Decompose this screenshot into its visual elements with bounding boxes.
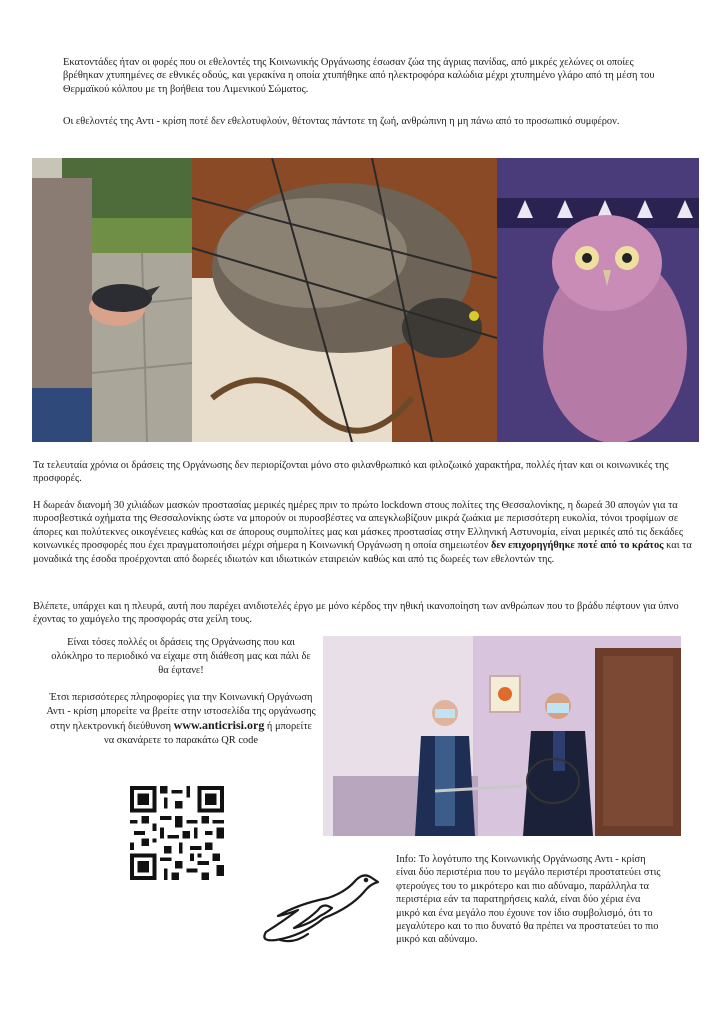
qr-code	[130, 786, 224, 880]
bold-statement: δεν επιχορηγήθηκε ποτέ από το κράτος	[491, 540, 664, 552]
photo-strip	[32, 158, 699, 442]
intro-paragraph-2: Οι εθελοντές της Αντι - κρίση ποτέ δεν εθελοτυφλούν, θέτοντας πάντοτε τη ζωή, ανθρώπινη η μη πάνω από το προσωπικό συμφέρον.	[63, 116, 620, 127]
sidebar-info	[46, 636, 316, 748]
owl-photo	[497, 158, 699, 442]
info-paragraph: Info: Το λογότυπο της Κοινωνικής Οργάνωσης Αντι - κρίση είναι δύο περιστέρια που το μεγάλο περιστέρι προστατεύει στις φτερούγες του το μικρότερο και πιο αδύναμο, παράλληλα τα περιστέρια εάν τα παρατηρήσεις καλά, είναι δύο χέρια ένα μικρό και ένα μεγάλο που έχουνε τον ίδιο συμβολισμό, ότι το μεγαλύτερο και το πιο δυνατό θα πρέπει να προστατεύει το πιο μικρό και αδύναμο.	[396, 854, 661, 946]
body-paragraph-1: Τα τελευταία χρόνια οι δράσεις της Οργάνωσης δεν περιορίζονται μόνο στο φιλανθρωπικό και φιλοζωικό χαρακτήρα, πολλές ήταν και οι κοινωνικές της προσφορές.	[33, 460, 669, 485]
intro-paragraph-1: Εκατοντάδες ήταν οι φορές που οι εθελοντές της Κοινωνικής Οργάνωσης έσωσαν ζώα της άγριας πανίδας, από μικρές χελώνες οι οποίες βρέθηκαν χτυπημένες σε εθνικές οδούς, και γερακίνα η οποία χτυπήθηκε από ηλεκτροφόρα καλώδια μέχρι χτυπημένο γλάρο από τη μέση του Θερμαϊκού κόλπου με τη βοήθεια του Λιμενικού Σώματος.	[63, 57, 655, 95]
body-paragraph-2: Η δωρεάν διανομή 30 χιλιάδων μασκών προστασίας μερικές ημέρες πριν το πρώτο lockdown στους πολίτες της Θεσσαλονίκης, η δωρεά 30 απογών για τα πυροσβεστικά οχήματα της Θεσσαλονίκης ώστε να μπορούν οι πυροσβέστες να απεγκλωβίζουν μικρά ζωάκια με περισσότερη ευκολία, τόνοι τροφίμων σε άπορες και πολύτεκνες οικογένειες καθώς και σε άπορους συμπολίτες μας και μάσκες προστασίας στην Ελληνική Αστυνομία, είναι μερικές από τις δεκάδες κοινωνικές προσφορές που έχει πραγματοποιήσει μέχρι σήμερα η Κοινωνική Οργάνωση η οποία σημειωτέον δεν επιχορηγήθηκε ποτέ από το κράτος και τα μοναδικά της έσοδα προέρχονται από δωρεές ιδιωτών και ιδιωτικών εταιρειών καθώς και από τις δωρεές των εθελοντών της.	[33, 500, 692, 565]
website-link[interactable]: www.anticrisi.org	[173, 717, 265, 732]
donation-handover-photo	[323, 636, 681, 836]
dove-logo	[258, 868, 384, 946]
sidebar-text-1: Είναι τόσες πολλές οι δράσεις της Οργάνωσης που και ολόκληρο το περιοδικό να είχαμε στη διάθεση μας και πάλι δε θα έφτανε!	[51, 637, 311, 676]
injured-bird-photo	[192, 158, 497, 442]
sidebar-text-2: Έτσι περισσότερες πληροφορίες για την Κοινωνική Οργάνωση Αντι - κρίση μπορείτε να βρείτε στην ιστοσελίδα της οργάνωσης στην ηλεκτρονική διεύθυνση www.anticrisi.org ή μπορείτε να σκανάρετε το παρακάτω QR code	[46, 692, 316, 746]
body-paragraph-3: Βλέπετε, υπάρχει και η πλευρά, αυτή που παρέχει ανιδιοτελές έργο με μόνο κέρδος την ηθική ικανοποίηση των ανθρώπων που το βράδυ πέφτουν για ύπνο έχοντας το χαμόγελο της προσφοράς στα χείλη τους.	[33, 601, 679, 626]
hand-holding-bird-photo	[32, 158, 192, 442]
